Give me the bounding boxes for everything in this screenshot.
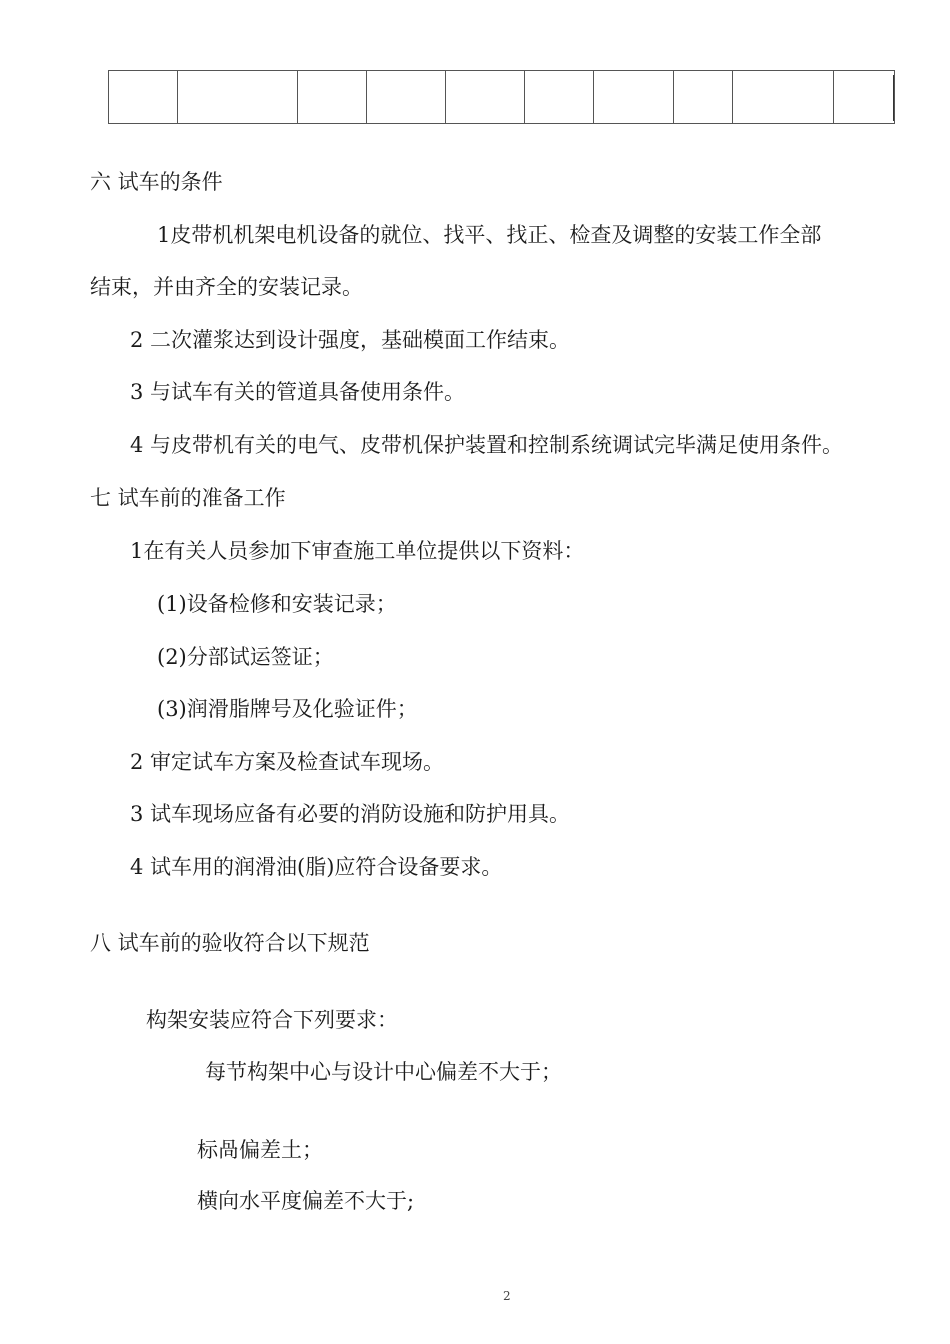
section-six-item-4: 4 与皮带机有关的电气、皮带机保护装置和控制系统调试完毕满足使用条件。 (130, 433, 844, 457)
section-seven-item-3: 3 试车现场应备有必要的消防设施和防护用具。 (130, 802, 571, 826)
table-cell (178, 71, 298, 124)
table-edge-line (893, 75, 894, 121)
section-seven-item-4: 4 试车用的润滑油(脂)应符合设备要求。 (130, 855, 503, 879)
section-seven-sub-3: (3)润滑脂牌号及化验证件； (157, 697, 418, 721)
table-cell (367, 71, 446, 124)
table-cell (525, 71, 594, 124)
table-cell (733, 71, 834, 124)
section-eight-heading: 八 试车前的验收符合以下规范 (90, 931, 370, 955)
section-six-heading: 六 试车的条件 (90, 170, 223, 194)
section-seven-sub-1: (1)设备检修和安装记录； (157, 592, 397, 616)
table-cell (446, 71, 525, 124)
section-eight-req-2: 标咼偏差土； (197, 1138, 323, 1162)
table-cell (594, 71, 674, 124)
blank-table-row (108, 70, 895, 124)
section-six-item-2: 2 二次灌浆达到设计强度，基础模面工作结束。 (130, 328, 571, 352)
section-seven-item-1: 1在有关人员参加下审查施工单位提供以下资料： (130, 539, 585, 563)
table-cell (298, 71, 367, 124)
section-six-item-3: 3 与试车有关的管道具备使用条件。 (130, 380, 466, 404)
section-six-item-1-line-1: 1皮带机机架电机设备的就位、找平、找正、检查及调整的安装工作全部 (157, 223, 822, 247)
section-eight-intro: 构架安装应符合下列要求： (146, 1008, 398, 1032)
section-seven-sub-2: (2)分部试运签证； (157, 645, 334, 669)
page-number: 2 (503, 1289, 511, 1303)
section-eight-req-3: 横向水平度偏差不大于; (197, 1189, 415, 1213)
section-six-item-1-line-2: 结束，并由齐全的安装记录。 (90, 275, 363, 299)
section-seven-item-2: 2 审定试车方案及检查试车现场。 (130, 750, 445, 774)
section-eight-req-1: 每节构架中心与设计中心偏差不大于； (205, 1060, 562, 1084)
table-cell (109, 71, 178, 124)
section-seven-heading: 七 试车前的准备工作 (90, 486, 286, 510)
table-cell (834, 71, 895, 124)
table-cell (674, 71, 733, 124)
